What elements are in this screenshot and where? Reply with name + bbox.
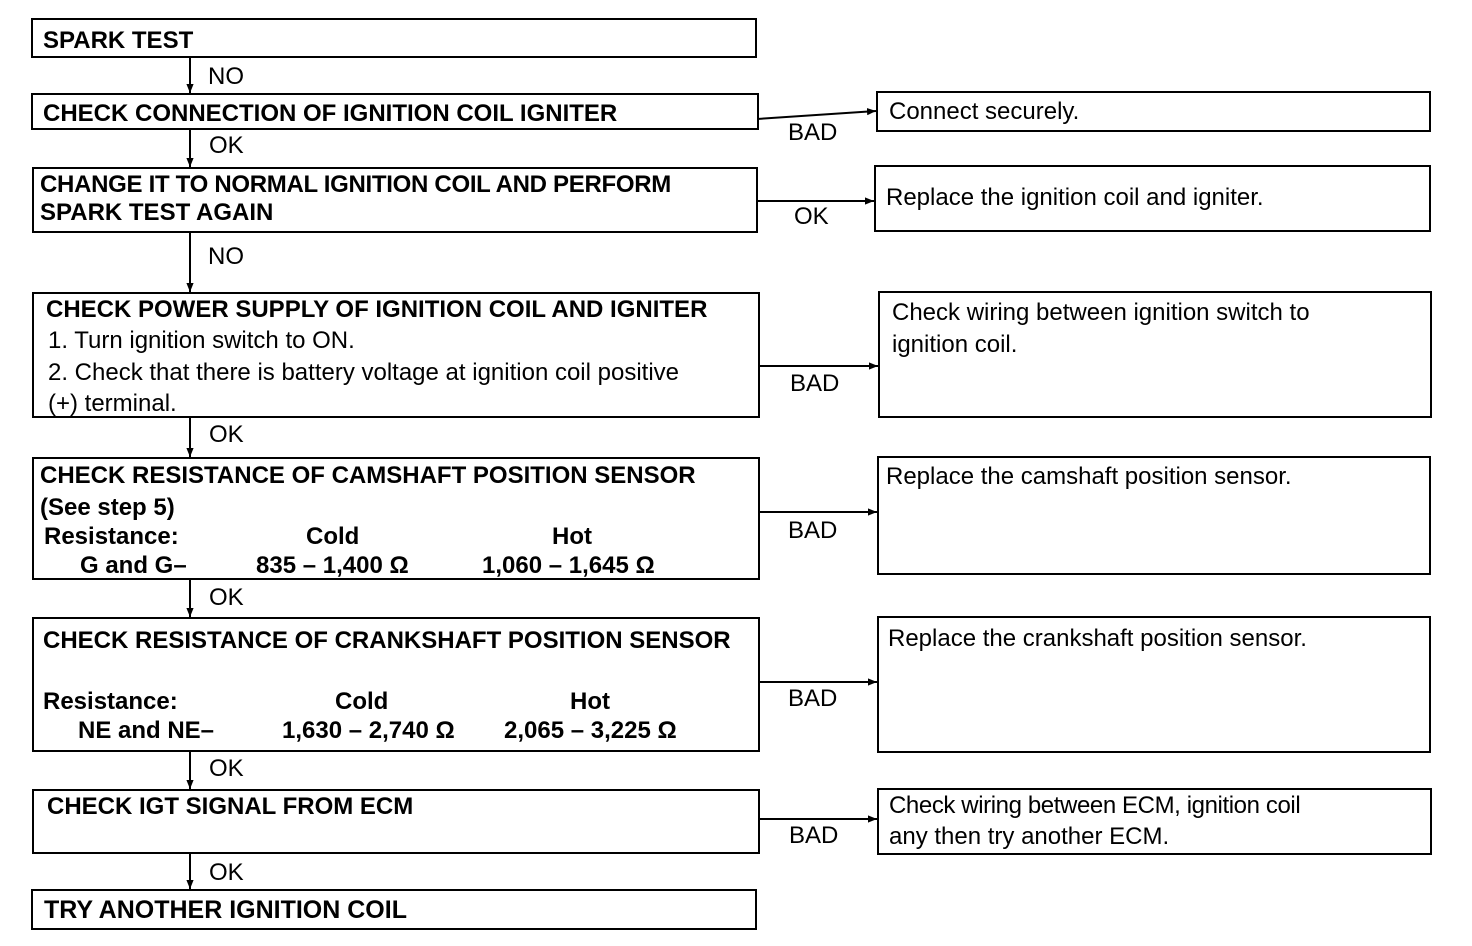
step-crankshaft-resistance (32, 617, 760, 752)
label-down-no: NO (208, 243, 244, 270)
arrow-right-2 (757, 111, 876, 119)
label-down-ok: OK (209, 132, 244, 159)
step-check-connection (31, 93, 759, 130)
step-title: CHECK RESISTANCE OF CAMSHAFT POSITION SENSOR (40, 462, 696, 489)
cold-value: 835 – 1,400 Ω (256, 552, 409, 579)
action-connect-securely (876, 91, 1431, 132)
label-down-ok: OK (209, 584, 244, 611)
label-down-ok: OK (209, 859, 244, 886)
step-check-power-supply (32, 292, 760, 418)
step-title: CHECK RESISTANCE OF CRANKSHAFT POSITION SENSOR (43, 627, 731, 654)
step-try-another-coil (31, 889, 757, 930)
step-camshaft-resistance (32, 457, 760, 580)
action-replace-coil-igniter (874, 165, 1431, 232)
step-title: CHECK IGT SIGNAL FROM ECM (47, 793, 414, 820)
label-right-bad: BAD (790, 370, 840, 397)
action-check-wiring-ignition-switch (878, 291, 1432, 418)
action-replace-camshaft-sensor (877, 456, 1431, 575)
action-check-wiring-ecm (877, 788, 1432, 855)
label-down-ok: OK (209, 421, 244, 448)
label-right-bad: BAD (789, 822, 839, 849)
step-title: CHECK POWER SUPPLY OF IGNITION COIL AND IGNITER (46, 296, 708, 323)
action-text-line-2: any then try another ECM. (889, 823, 1170, 850)
step-subtitle: (See step 5) (40, 494, 175, 521)
action-text: Replace the crankshaft position sensor. (888, 625, 1307, 652)
label-right-ok: OK (794, 203, 829, 230)
label-right-bad: BAD (788, 119, 838, 146)
label-right-bad: BAD (788, 517, 838, 544)
step-title: CHECK CONNECTION OF IGNITION COIL IGNITER (43, 100, 618, 127)
step-title: TRY ANOTHER IGNITION COIL (44, 896, 407, 924)
hot-value: 1,060 – 1,645 Ω (482, 552, 655, 579)
action-text: Replace the camshaft position sensor. (886, 463, 1292, 490)
step-title-line-1: CHANGE IT TO NORMAL IGNITION COIL AND PERFORM (40, 171, 671, 198)
step-title: SPARK TEST (43, 27, 194, 54)
step-change-coil (32, 167, 758, 233)
step-instruction-1: 1. Turn ignition switch to ON. (48, 327, 355, 354)
cold-header: Cold (306, 523, 360, 550)
action-text-line-2: ignition coil. (892, 331, 1018, 358)
hot-header: Hot (552, 523, 592, 550)
action-replace-crankshaft-sensor (877, 616, 1431, 753)
resistance-label: Resistance: (44, 523, 179, 550)
action-text-line-1: Check wiring between ignition switch to (892, 299, 1310, 326)
terminal-pair: G and G– (80, 552, 187, 579)
label-right-bad: BAD (788, 685, 838, 712)
hot-value: 2,065 – 3,225 Ω (504, 717, 677, 744)
action-text-line-1: Check wiring between ECM, ignition coil (889, 792, 1301, 819)
step-title-line-2: SPARK TEST AGAIN (40, 199, 274, 226)
label-down-ok: OK (209, 755, 244, 782)
label-down-no: NO (208, 63, 244, 90)
step-check-igt-signal (32, 789, 760, 854)
action-text: Replace the ignition coil and igniter. (886, 184, 1264, 211)
resistance-label: Resistance: (43, 688, 178, 715)
cold-value: 1,630 – 2,740 Ω (282, 717, 455, 744)
step-instruction-2: 2. Check that there is battery voltage at ignition coil positive (48, 359, 680, 386)
terminal-pair: NE and NE– (78, 717, 215, 744)
step-instruction-3: (+) terminal. (48, 390, 177, 417)
action-text: Connect securely. (889, 98, 1080, 125)
step-spark-test (31, 18, 757, 58)
hot-header: Hot (570, 688, 610, 715)
cold-header: Cold (335, 688, 389, 715)
